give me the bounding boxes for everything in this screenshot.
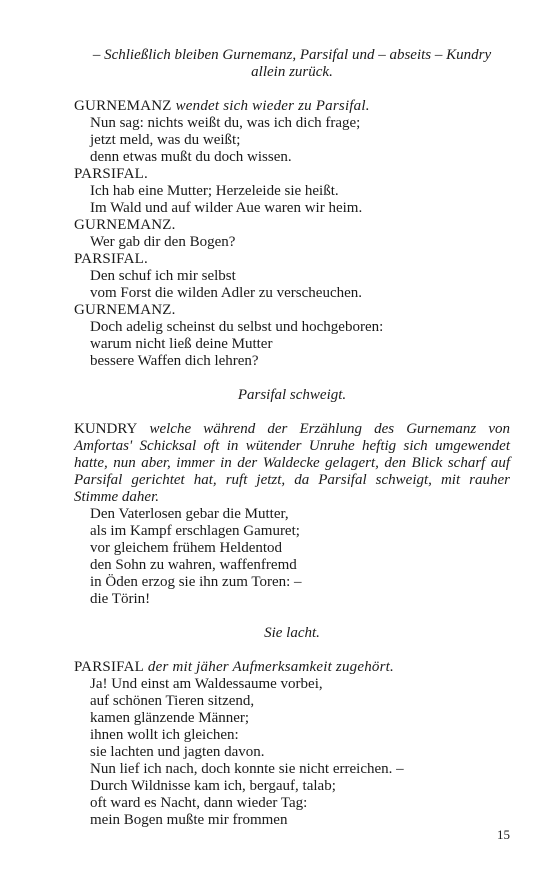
- verse-line: als im Kampf erschlagen Gamuret;: [90, 523, 300, 539]
- verse-line: den Sohn zu wahren, waffenfremd: [90, 557, 297, 573]
- verse-line: Doch adelig scheinst du selbst und hochgeboren:: [90, 319, 384, 335]
- spacer: [74, 404, 510, 421]
- speaker-line: [74, 217, 510, 234]
- verse-line: kamen glänzende Männer;: [90, 710, 250, 726]
- speaker-direction: wendet sich wieder zu Parsifal.: [171, 98, 370, 114]
- speaker-name: PARSIFAL.: [74, 251, 148, 267]
- stage-direction-parsifal-silent: Parsifal schweigt.: [237, 387, 347, 403]
- speaker-name: PARSIFAL: [74, 659, 144, 675]
- speaker-direction: der mit jäher Aufmerksamkeit zugehört.: [143, 659, 394, 675]
- speaker-name: GURNEMANZ.: [74, 217, 176, 233]
- speaker-line-kundry: [74, 421, 510, 506]
- verse-line: vom Forst die wilden Adler zu verscheuchen.: [90, 285, 363, 301]
- verse-line: ihnen wollt ich gleichen:: [90, 727, 239, 743]
- verse-line: mein Bogen mußte mir frommen: [90, 812, 288, 828]
- speaker-name: KUNDRY: [74, 421, 138, 437]
- speaker-line: [74, 98, 510, 115]
- speaker-name: PARSIFAL.: [74, 166, 148, 182]
- verse-line: Ja! Und einst am Waldessaume vorbei,: [90, 676, 323, 692]
- verse-line: oft ward es Nacht, dann wieder Tag:: [90, 795, 308, 811]
- speaker-line: [74, 166, 510, 183]
- intro-stage-direction: – Schließlich bleiben Gurnemanz, Parsifal und – abseits – Kundry allein zurück.: [92, 47, 492, 80]
- verse-line: Nun lief ich nach, doch konnte sie nicht erreichen. –: [90, 761, 404, 777]
- verse-line: Den schuf ich mir selbst: [90, 268, 236, 284]
- speaker-direction: welche während der Erzählung des Gurnemanz von Amfortas' Schicksal oft in wütender Unruhe heftig sich umgewendet hatte, nun aber, immer in der Waldecke gelagert, den Blick scharf auf Parsifal gerichtet hat, ruft jetzt, da Parsifal schweigt, mit rauher Stimme daher.: [74, 421, 510, 505]
- verse-line: auf schönen Tieren sitzend,: [90, 693, 255, 709]
- verse-line: die Törin!: [90, 591, 151, 607]
- stage-direction-she-laughs: Sie lacht.: [264, 625, 320, 641]
- speaker-name: GURNEMANZ.: [74, 302, 176, 318]
- spacer: [74, 370, 510, 387]
- speaker-line: [74, 302, 510, 319]
- speaker-name: GURNEMANZ: [74, 98, 172, 114]
- verse-line: in Öden erzog sie ihn zum Toren: –: [90, 574, 302, 590]
- verse-line: denn etwas mußt du doch wissen.: [90, 149, 292, 165]
- verse-line: Wer gab dir den Bogen?: [90, 234, 236, 250]
- verse-line: vor gleichem frühem Heldentod: [90, 540, 283, 556]
- speaker-line: [74, 659, 510, 676]
- verse-line: Im Wald und auf wilder Aue waren wir heim.: [90, 200, 363, 216]
- verse-line: Nun sag: nichts weißt du, was ich dich frage;: [90, 115, 361, 131]
- verse-line: Ich hab eine Mutter; Herzeleide sie heißt.: [90, 183, 339, 199]
- verse-line: warum nicht ließ deine Mutter: [90, 336, 273, 352]
- verse-line: Den Vaterlosen gebar die Mutter,: [90, 506, 289, 522]
- verse-line: bessere Waffen dich lehren?: [90, 353, 259, 369]
- spacer: [74, 608, 510, 625]
- spacer: [74, 81, 510, 98]
- verse-line: jetzt meld, was du weißt;: [90, 132, 241, 148]
- spacer: [74, 642, 510, 659]
- verse-line: Durch Wildnisse kam ich, bergauf, talab;: [90, 778, 336, 794]
- page-number: 15: [497, 827, 510, 842]
- verse-line: sie lachten und jagten davon.: [90, 744, 265, 760]
- speaker-line: [74, 251, 510, 268]
- page-body: [74, 47, 510, 829]
